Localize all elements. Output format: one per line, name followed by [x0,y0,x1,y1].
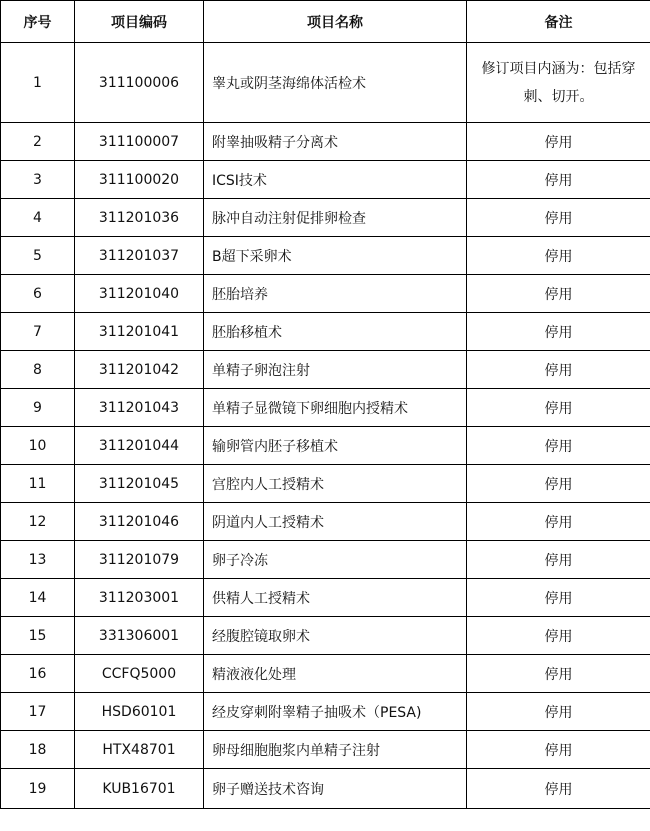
row-note: 停用 [467,693,650,731]
header-name: 项目名称 [204,1,467,43]
row-code: 331306001 [75,617,204,655]
row-seq: 3 [1,161,75,199]
row-note: 停用 [467,275,650,313]
row-note: 停用 [467,161,650,199]
header-row [1,1,650,43]
row-note: 停用 [467,617,650,655]
table-row [1,655,650,693]
row-note: 停用 [467,541,650,579]
table-row [1,199,650,237]
row-note: 停用 [467,389,650,427]
row-note: 停用 [467,237,650,275]
table-row [1,275,650,313]
row-seq: 13 [1,541,75,579]
row-note: 停用 [467,199,650,237]
row-code: 311100020 [75,161,204,199]
table-row [1,313,650,351]
row-name: 卵子赠送技术咨询 [204,769,467,809]
table-row [1,123,650,161]
row-seq: 14 [1,579,75,617]
table-row [1,731,650,769]
table-row [1,541,650,579]
row-code: HTX48701 [75,731,204,769]
row-note: 停用 [467,427,650,465]
row-name: 宫腔内人工授精术 [204,465,467,503]
header-seq: 序号 [1,1,75,43]
header-code: 项目编码 [75,1,204,43]
row-note: 停用 [467,731,650,769]
row-name: 脉冲自动注射促排卵检查 [204,199,467,237]
table-row [1,389,650,427]
row-code: 311201046 [75,503,204,541]
row-note: 停用 [467,465,650,503]
row-name: 阴道内人工授精术 [204,503,467,541]
row-name: 输卵管内胚子移植术 [204,427,467,465]
row-name: ICSI技术 [204,161,467,199]
row-name: B超下采卵术 [204,237,467,275]
row-seq: 18 [1,731,75,769]
row-name: 供精人工授精术 [204,579,467,617]
row-name: 经腹腔镜取卵术 [204,617,467,655]
row-seq: 5 [1,237,75,275]
row-seq: 1 [1,43,75,123]
row-code: CCFQ5000 [75,655,204,693]
table-row [1,769,650,809]
table-row [1,617,650,655]
row-note: 停用 [467,655,650,693]
row-name: 睾丸或阴茎海绵体活检术 [204,43,467,123]
row-code: 311203001 [75,579,204,617]
row-code: 311100007 [75,123,204,161]
row-code: 311201044 [75,427,204,465]
row-code: 311100006 [75,43,204,123]
row-seq: 7 [1,313,75,351]
row-name: 卵子冷冻 [204,541,467,579]
row-seq: 2 [1,123,75,161]
row-name: 胚胎培养 [204,275,467,313]
row-seq: 16 [1,655,75,693]
row-note: 停用 [467,579,650,617]
row-name: 卵母细胞胞浆内单精子注射 [204,731,467,769]
table-row [1,427,650,465]
row-seq: 10 [1,427,75,465]
table-row [1,351,650,389]
row-seq: 19 [1,769,75,809]
row-name: 胚胎移植术 [204,313,467,351]
table-row [1,693,650,731]
row-code: 311201041 [75,313,204,351]
row-seq: 17 [1,693,75,731]
row-code: 311201037 [75,237,204,275]
row-code: HSD60101 [75,693,204,731]
row-name: 单精子卵泡注射 [204,351,467,389]
table-row [1,43,650,123]
row-note: 修订项目内涵为：包括穿刺、切开。 [467,43,650,123]
row-seq: 4 [1,199,75,237]
row-note: 停用 [467,503,650,541]
row-seq: 9 [1,389,75,427]
header-note: 备注 [467,1,650,43]
row-code: 311201036 [75,199,204,237]
table-row [1,503,650,541]
row-code: 311201079 [75,541,204,579]
row-name: 经皮穿刺附睾精子抽吸术（PESA) [204,693,467,731]
row-code: 311201043 [75,389,204,427]
row-seq: 15 [1,617,75,655]
row-code: KUB16701 [75,769,204,809]
table-row [1,237,650,275]
row-name: 精液液化处理 [204,655,467,693]
row-note: 停用 [467,769,650,809]
row-name: 单精子显微镜下卵细胞内授精术 [204,389,467,427]
row-note: 停用 [467,123,650,161]
row-code: 311201042 [75,351,204,389]
table-row [1,579,650,617]
row-note: 停用 [467,351,650,389]
row-name: 附睾抽吸精子分离术 [204,123,467,161]
row-seq: 6 [1,275,75,313]
row-seq: 8 [1,351,75,389]
row-code: 311201040 [75,275,204,313]
table-row [1,465,650,503]
row-note: 停用 [467,313,650,351]
row-code: 311201045 [75,465,204,503]
table-row [1,161,650,199]
row-seq: 11 [1,465,75,503]
row-seq: 12 [1,503,75,541]
